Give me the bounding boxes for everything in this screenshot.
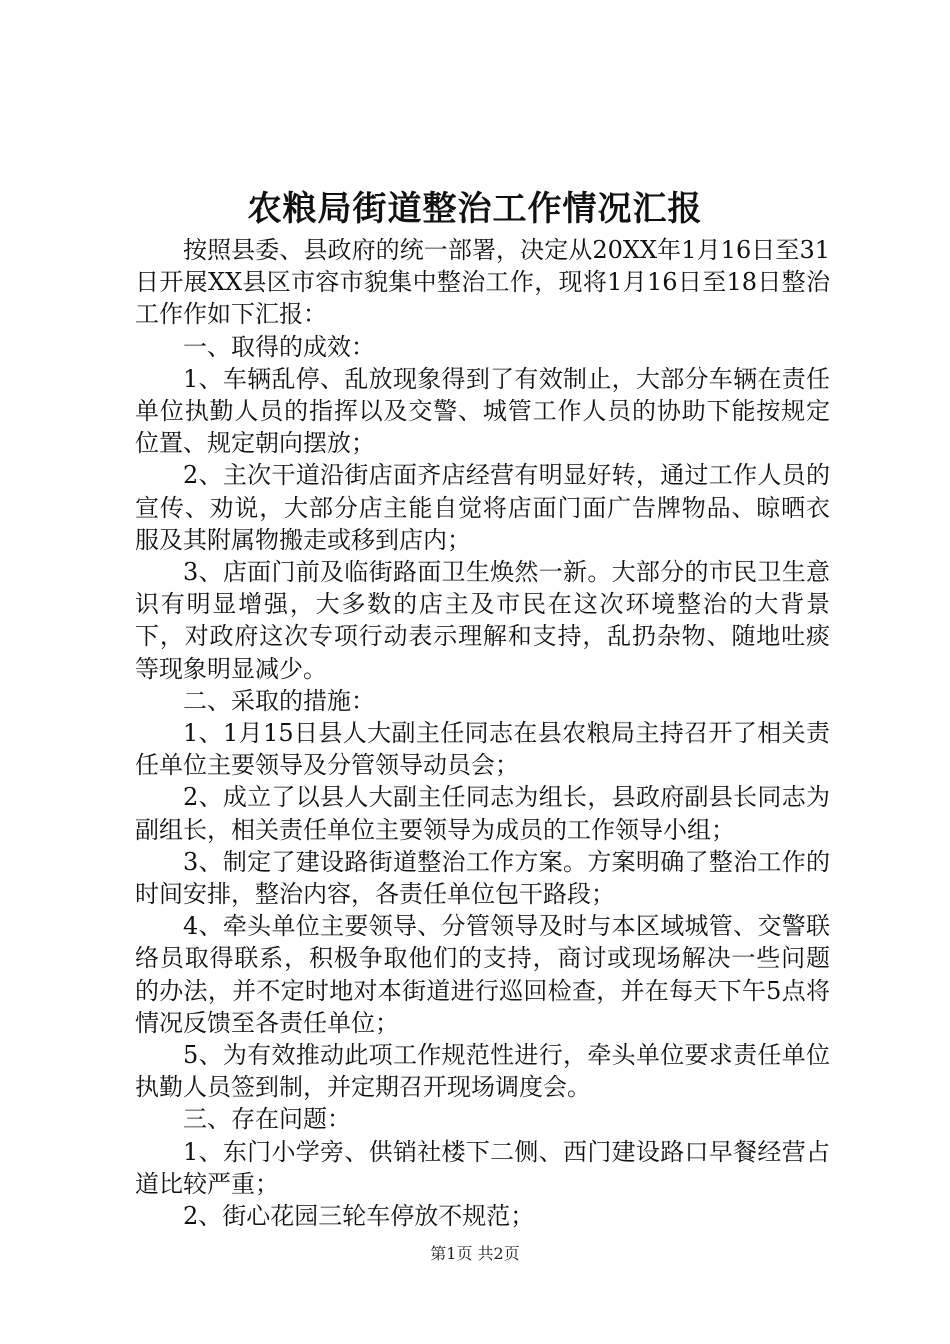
measure-item: 5、为有效推动此项工作规范性进行，牵头单位要求责任单位执勤人员签到制，并定期召开现场调度会。 xyxy=(135,1041,830,1102)
section-heading-problems: 三、存在问题： xyxy=(183,1105,351,1134)
measure-item: 2、成立了以县人大副主任同志为组长，县政府副县长同志为副组长，相关责任单位主要领导为成员的工作领导小组； xyxy=(135,783,830,844)
section-heading-achievements: 一、取得的成效： xyxy=(183,332,375,361)
page-footer: 第1页 共2页 xyxy=(430,1244,520,1263)
achievement-item: 3、店面门前及临街路面卫生焕然一新。大部分的市民卫生意识有明显增强，大多数的店主及市民在这次环境整治的大背景下，对政府这次专项行动表示理解和支持，乱扔杂物、随地吐痰等现象明显减少。 xyxy=(135,558,830,683)
achievement-item: 1、车辆乱停、乱放现象得到了有效制止，大部分车辆在责任单位执勤人员的指挥以及交警、城管工作人员的协助下能按规定位置、规定朝向摆放； xyxy=(135,364,830,458)
achievement-item: 2、主次干道沿街店面齐店经营有明显好转，通过工作人员的宣传、劝说，大部分店主能自觉将店面门面广告牌物品、晾晒衣服及其附属物搬走或移到店内； xyxy=(135,461,830,554)
problem-item: 1、东门小学旁、供销社楼下二侧、西门建设路口早餐经营占道比较严重； xyxy=(135,1137,830,1198)
document-body xyxy=(135,234,830,1232)
section-heading-measures: 二、采取的措施： xyxy=(183,686,375,715)
measure-item: 3、制定了建设路街道整治工作方案。方案明确了整治工作的时间安排，整治内容，各责任单位包干路段； xyxy=(135,847,830,909)
measure-item: 4、牵头单位主要领导、分管领导及时与本区域城管、交警联络员取得联系，积极争取他们的支持，商讨或现场解决一些问题的办法，并不定时地对本街道进行巡回检查，并在每天下午5点将情况反馈至各责任单位； xyxy=(135,912,830,1037)
measure-item: 1、1月15日县人大副主任同志在县农粮局主持召开了相关责任单位主要领导及分管领导动员会； xyxy=(135,719,830,780)
problem-item: 2、街心花园三轮车停放不规范； xyxy=(183,1202,535,1231)
document-title: 农粮局街道整治工作情况汇报 xyxy=(247,189,703,229)
intro-paragraph: 按照县委、县政府的统一部署，决定从20XX年1月16日至31日开展XX县区市容市貌集中整治工作，现将1月16日至18日整治工作作如下汇报： xyxy=(135,236,830,329)
